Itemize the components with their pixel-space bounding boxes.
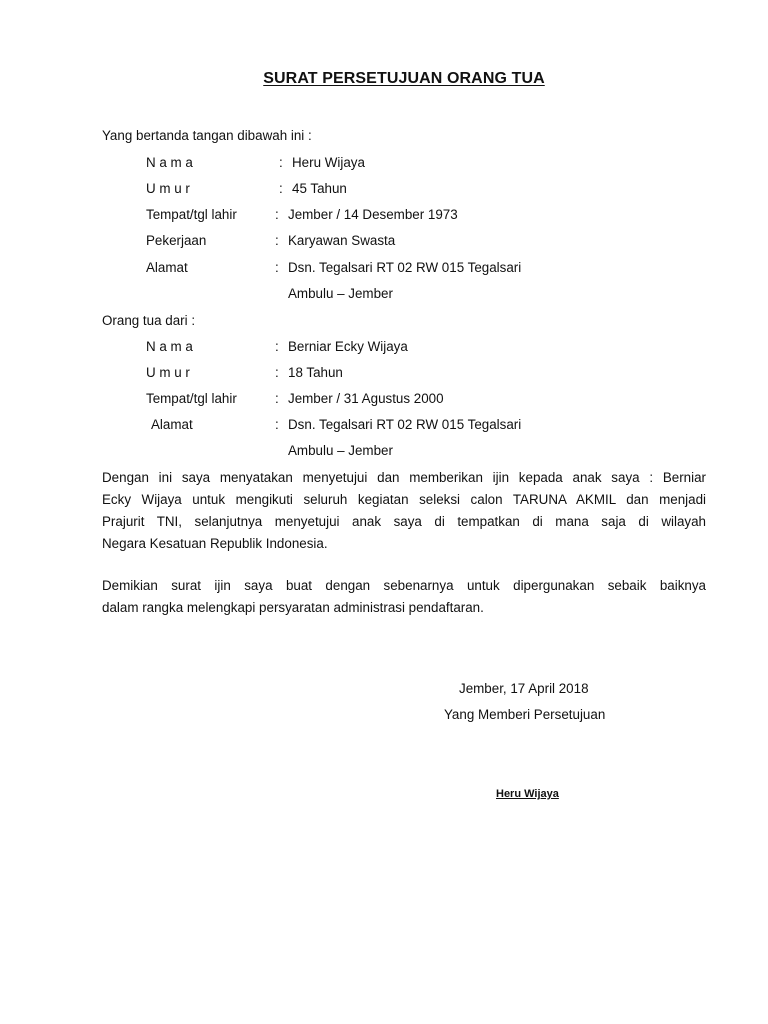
intro-text: Yang bertanda tangan dibawah ini : [102,128,312,143]
parent-job-label: Pekerjaan [146,233,207,248]
parent-birth-colon: : [275,207,279,222]
child-birth-colon: : [275,391,279,406]
parent-age-value: 45 Tahun [292,181,347,196]
child-name-label: N a m a [146,339,193,354]
parent-age-label: U m u r [146,181,190,196]
child-name-colon: : [275,339,279,354]
parent-name-colon: : [279,155,283,170]
parent-name-value: Heru Wijaya [292,155,365,170]
parent-job-value: Karyawan Swasta [288,233,396,248]
statement-paragraph [102,467,706,555]
letter-title: SURAT PERSETUJUAN ORANG TUA [263,70,545,87]
parent-age-colon: : [279,181,283,196]
parent-address-value-1: Dsn. Tegalsari RT 02 RW 015 Tegalsari [288,260,522,275]
child-age-value: 18 Tahun [288,365,343,380]
child-address-colon: : [275,417,279,432]
parent-name-label: N a m a [146,155,193,170]
child-birth-value: Jember / 31 Agustus 2000 [288,391,444,406]
parent-address-value-2: Ambulu – Jember [288,286,393,301]
statement-line: Dengan ini saya menyatakan menyetujui dan memberikan ijin kepada anak saya : Berniar [102,470,706,485]
parent-address-colon: : [275,260,279,275]
closing-line: dalam rangka melengkapi persyaratan administrasi pendaftaran. [102,600,484,615]
signature-place-date: Jember, 17 April 2018 [459,681,589,696]
parent-birth-label: Tempat/tgl lahir [146,207,237,222]
child-address-label: Alamat [151,417,193,432]
signature-name: Heru Wijaya [496,788,559,800]
closing-line: Demikian surat ijin saya buat dengan sebenarnya untuk dipergunakan sebaik baiknya [102,578,706,593]
child-name-value: Berniar Ecky Wijaya [288,339,408,354]
statement-line: Prajurit TNI, selanjutnya menyetujui anak saya di tempatkan di mana saja di wilayah [102,514,706,529]
child-age-colon: : [275,365,279,380]
child-birth-label: Tempat/tgl lahir [146,391,237,406]
parent-birth-value: Jember / 14 Desember 1973 [288,207,458,222]
parent-address-label: Alamat [146,260,188,275]
parent-job-colon: : [275,233,279,248]
child-intro-text: Orang tua dari : [102,313,196,328]
closing-paragraph [102,575,706,619]
child-address-value-2: Ambulu – Jember [288,443,393,458]
child-age-label: U m u r [146,365,190,380]
statement-line: Negara Kesatuan Republik Indonesia. [102,536,328,551]
child-address-value-1: Dsn. Tegalsari RT 02 RW 015 Tegalsari [288,417,522,432]
signature-role: Yang Memberi Persetujuan [444,707,606,722]
statement-line: Ecky Wijaya untuk mengikuti seluruh kegiatan seleksi calon TARUNA AKMIL dan menjadi [102,492,706,507]
